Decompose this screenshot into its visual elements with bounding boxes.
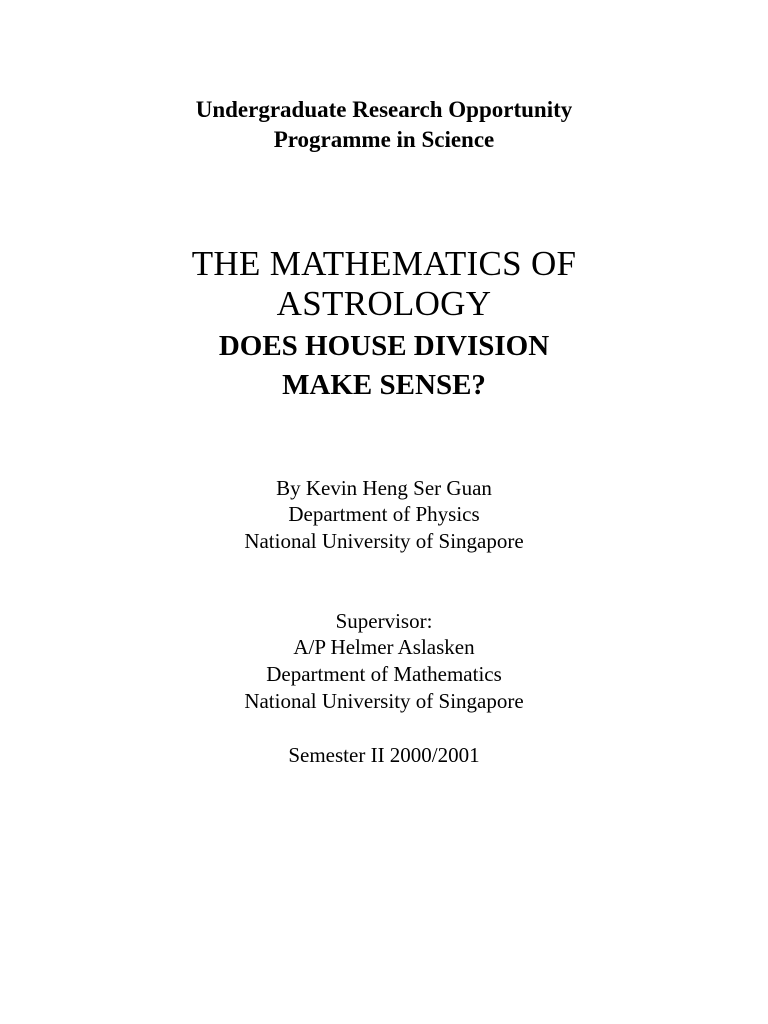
- supervisor-heading: Supervisor:: [335, 609, 433, 633]
- author-university: National University of Singapore: [244, 529, 524, 553]
- subtitle-line-2: MAKE SENSE?: [282, 369, 486, 401]
- title-line-2: ASTROLOGY: [276, 284, 492, 323]
- author-department: Department of Physics: [288, 502, 480, 526]
- programme-line-1: Undergraduate Research Opportunity: [195, 97, 573, 122]
- supervisor-name: A/P Helmer Aslasken: [293, 635, 475, 659]
- supervisor-university: National University of Singapore: [244, 689, 524, 713]
- title-line-1: THE MATHEMATICS OF: [191, 244, 577, 283]
- author-byline: By Kevin Heng Ser Guan: [276, 476, 492, 500]
- programme-line-2: Programme in Science: [273, 127, 495, 152]
- subtitle-line-1: DOES HOUSE DIVISION: [218, 330, 550, 362]
- supervisor-department: Department of Mathematics: [266, 662, 502, 686]
- semester: Semester II 2000/2001: [288, 743, 480, 767]
